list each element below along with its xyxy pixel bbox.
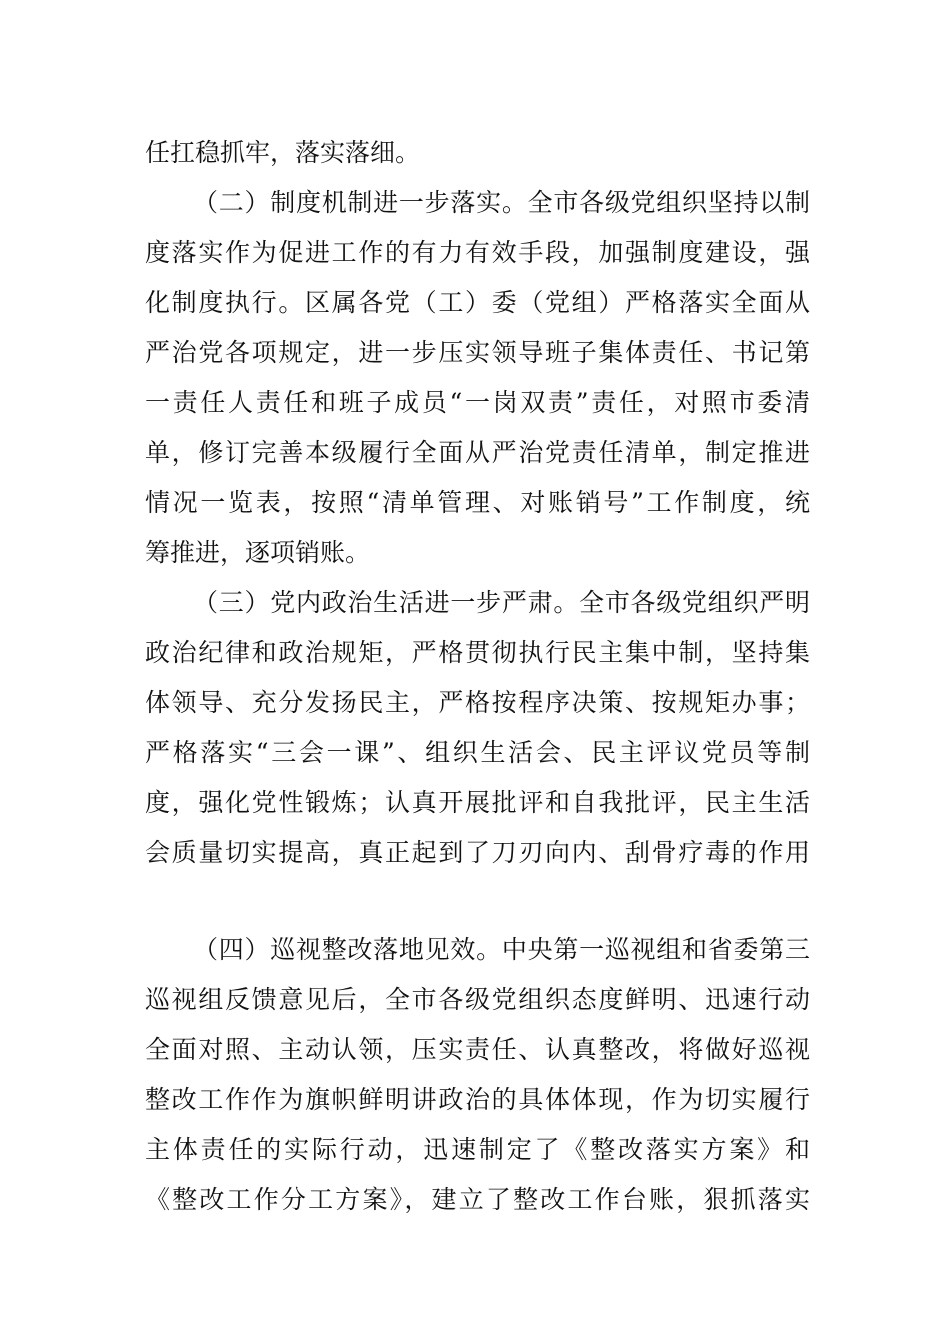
text-line: 情况一览表，按照“清单管理、对账销号”工作制度，统	[145, 488, 810, 517]
text-line: 主体责任的实际行动，迅速制定了《整改落实方案》和	[145, 1135, 810, 1164]
paragraph-heading-line: （四）巡视整改落地见效。中央第一巡视组和省委第三	[193, 935, 810, 964]
text-line: 体领导、充分发扬民主，严格按程序决策、按规矩办事；	[145, 688, 810, 717]
text-line: 政治纪律和政治规矩，严格贯彻执行民主集中制，坚持集	[145, 638, 810, 667]
text-line: 筹推进，逐项销账。	[145, 538, 371, 567]
text-line: 《整改工作分工方案》，建立了整改工作台账，狠抓落实	[145, 1185, 810, 1214]
text-line: 一责任人责任和班子成员“一岗双责”责任，对照市委清	[145, 388, 810, 417]
paragraph-heading-line: （二）制度机制进一步落实。全市各级党组织坚持以制	[193, 188, 810, 217]
text-line: 任扛稳抓牢，落实落细。	[145, 138, 421, 167]
text-line: 度落实作为促进工作的有力有效手段，加强制度建设，强	[145, 238, 810, 267]
text-line: 巡视组反馈意见后，全市各级党组织态度鲜明、迅速行动	[145, 985, 810, 1014]
text-line: 度，强化党性锻炼；认真开展批评和自我批评，民主生活	[145, 788, 810, 817]
paragraph-heading-line: （三）党内政治生活进一步严肃。全市各级党组织严明	[193, 588, 810, 617]
text-line: 严格落实“三会一课”、组织生活会、民主评议党员等制	[145, 738, 810, 767]
text-line: 化制度执行。区属各党（工）委（党组）严格落实全面从	[145, 288, 810, 317]
text-line: 单，修订完善本级履行全面从严治党责任清单，制定推进	[145, 438, 810, 467]
text-line: 会质量切实提高，真正起到了刀刃向内、刮骨疗毒的作用	[145, 838, 810, 867]
text-line: 全面对照、主动认领，压实责任、认真整改，将做好巡视	[145, 1035, 810, 1064]
text-line: 严治党各项规定，进一步压实领导班子集体责任、书记第	[145, 338, 810, 367]
text-line: 整改工作作为旗帜鲜明讲政治的具体体现，作为切实履行	[145, 1085, 810, 1114]
